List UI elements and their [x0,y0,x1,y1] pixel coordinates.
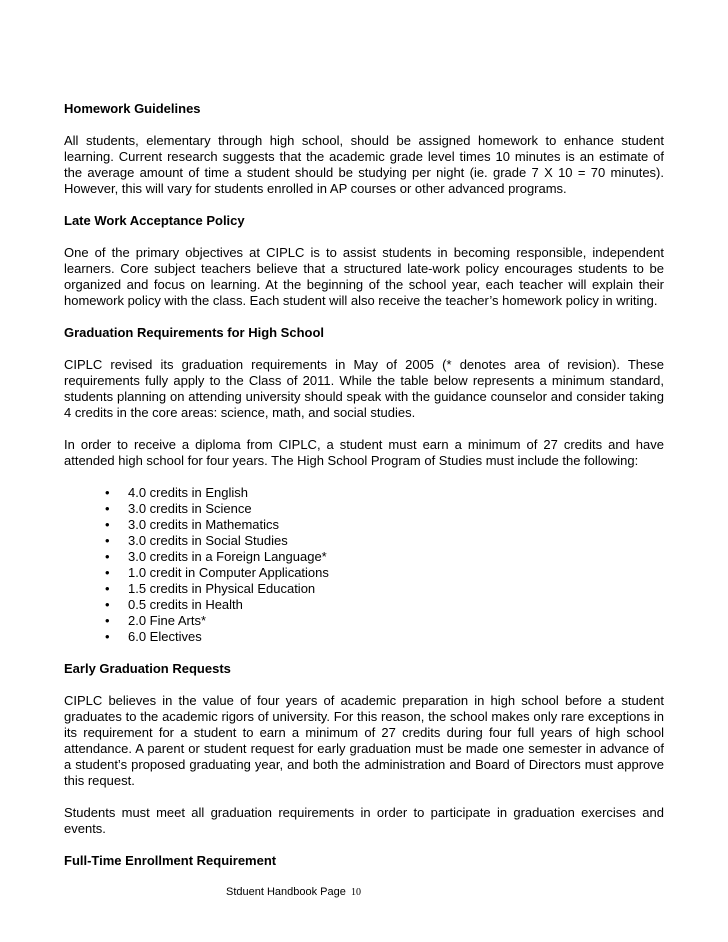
paragraph-graduation-revision: CIPLC revised its graduation requirements in May of 2005 (* denotes area of revision). These requirements fully apply to the Class of 2011. While the table below represents a minimum standard, students planning on attending university should speak with the guidance counselor and consider taking 4 credits in the core areas: science, math, and social studies. [64,357,664,420]
requirement-text: 3.0 credits in Social Studies [128,533,288,548]
list-item [64,613,664,629]
bullet-icon: • [105,549,110,564]
bullet-icon: • [105,565,110,580]
paragraph-homework: All students, elementary through high school, should be assigned homework to enhance student learning. Current research suggests that the academic grade level times 10 minutes is an estimate of the average amount of time a student should be studying per night (ie. grade 7 X 10 = 70 minutes). However, this will vary for students enrolled in AP courses or other advanced programs. [64,133,664,196]
section-heading-late-work: Late Work Acceptance Policy [64,213,245,228]
page-number: 10 [350,887,361,898]
requirement-text: 6.0 Electives [128,629,202,644]
bullet-icon: • [105,501,110,516]
requirement-text: 1.0 credit in Computer Applications [128,565,329,580]
requirement-text: 3.0 credits in Science [128,501,252,516]
list-item [64,629,664,645]
paragraph-late-work: One of the primary objectives at CIPLC is to assist students in becoming responsible, independent learners. Core subject teachers believe that a structured late-work policy encourages students to be organized and focus on learning. At the beginning of the school year, each teacher will explain their homework policy with the class. Each student will also receive the teacher’s homework policy in writing. [64,245,664,308]
page-footer [226,884,361,901]
section-heading-homework: Homework Guidelines [64,101,201,116]
paragraph-early-graduation: CIPLC believes in the value of four years of academic preparation in high school before a student graduates to the academic rigors of university. For this reason, the school makes only rare exceptions in its requirement for a student to earn a minimum of 27 credits during four full years of high school attendance. A parent or student request for early graduation must be made one semester in advance of a student’s proposed graduating year, and both the administration and Board of Directors must approve this request. [64,693,664,788]
bullet-icon: • [105,485,110,500]
document-page [64,101,664,885]
requirement-text: 2.0 Fine Arts* [128,613,207,628]
list-item [64,597,664,613]
bullet-icon: • [105,629,110,644]
requirement-text: 3.0 credits in a Foreign Language* [128,549,327,564]
paragraph-diploma-credits: In order to receive a diploma from CIPLC, a student must earn a minimum of 27 credits and have attended high school for four years. The High School Program of Studies must include the following: [64,437,664,468]
bullet-icon: • [105,533,110,548]
section-heading-enrollment: Full-Time Enrollment Requirement [64,853,277,868]
bullet-icon: • [105,581,110,596]
section-heading-early-graduation: Early Graduation Requests [64,661,231,676]
bullet-icon: • [105,517,110,532]
requirement-text: 3.0 credits in Mathematics [128,517,280,532]
requirements-list [64,485,664,645]
requirement-text: 4.0 credits in English [128,485,248,500]
list-item [64,581,664,597]
section-heading-graduation: Graduation Requirements for High School [64,325,325,340]
requirement-text: 0.5 credits in Health [128,597,243,612]
paragraph-graduation-exercises: Students must meet all graduation requirements in order to participate in graduation exercises and events. [64,805,664,836]
bullet-icon: • [105,613,110,628]
list-item [64,549,664,565]
footer-label: Stduent Handbook Page [226,886,346,898]
list-item [64,485,664,501]
list-item [64,501,664,517]
list-item [64,533,664,549]
list-item [64,517,664,533]
list-item [64,565,664,581]
requirement-text: 1.5 credits in Physical Education [128,581,316,596]
bullet-icon: • [105,597,110,612]
